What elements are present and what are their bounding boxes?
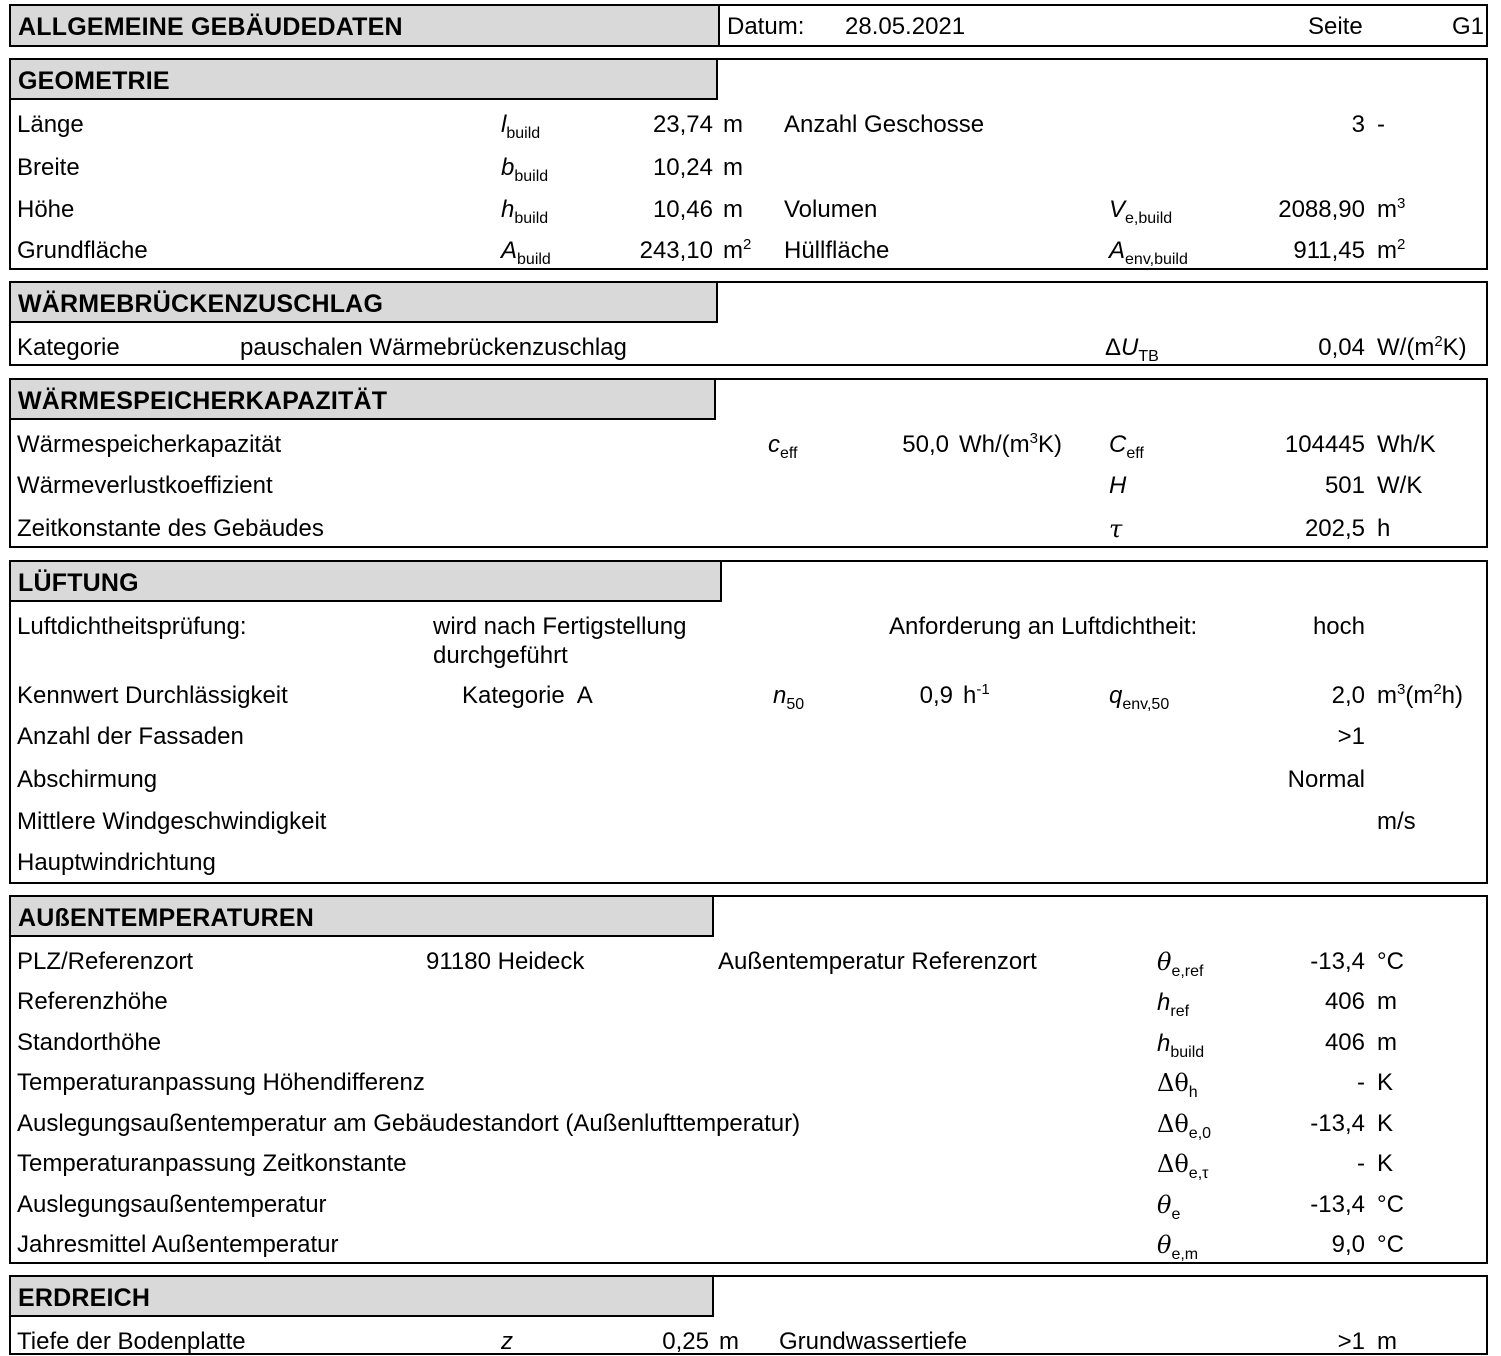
section-bar-speicher [11,380,716,420]
label-grundflaeche: Grundfläche [17,237,148,264]
label-anforderung-luftdichtheit: Anforderung an Luftdichtheit: [889,613,1198,640]
symbol-c-eff: $c_{eff}$ [768,431,798,462]
label-abschirmung: Abschirmung [17,766,158,793]
label-waermespeicherkapazitaet: Wärmespeicherkapazität [17,431,282,458]
unit-n50: $h^{-1}$ [963,681,990,709]
aussen-unit: °C [1377,948,1404,975]
value-grundflaeche: 243,10 [639,237,713,264]
aussen-symbol: $\Delta\theta_h$ [1157,1069,1198,1101]
section-title-erdreich: ERDREICH [18,1284,151,1312]
unit-grundwassertiefe: m [1377,1328,1397,1355]
label-waermeverlustkoeffizient: Wärmeverlustkoeffizient [17,472,273,499]
aussen-value: - [1357,1069,1365,1096]
aussen-unit: m [1377,988,1397,1015]
value-abschirmung: Normal [1287,766,1365,793]
section-speicher [9,378,1488,548]
value-kategorie-a: Kategorie A [462,682,593,709]
symbol-a-env-build: $A_{env,build}$ [1109,237,1188,268]
aussen-value: -13,4 [1310,1191,1365,1218]
label-fassaden: Anzahl der Fassaden [17,723,244,750]
unit-h: W/K [1377,472,1423,499]
aussen-label: Referenzhöhe [17,988,168,1015]
label-hoehe: Höhe [17,196,75,223]
seite-value: G1 [1452,13,1485,40]
symbol-a-build: $A_{build}$ [501,237,551,268]
unit-breite: m [723,154,743,181]
value-c-eff: 50,0 [902,431,949,458]
symbol-n50: $n_{50}$ [773,682,805,713]
label-zeitkonstante: Zeitkonstante des Gebäudes [17,515,324,542]
unit-delta-u-tb: $W/(m^2K)$ [1377,333,1467,361]
aussen-unit: K [1377,1150,1394,1177]
value-big-c-eff: 104445 [1284,431,1365,458]
section-title-lueftung: LÜFTUNG [18,569,139,597]
label-volumen: Volumen [784,196,878,223]
value-delta-u-tb: 0,04 [1318,334,1365,361]
value-pruefung-line2: durchgeführt [433,642,568,669]
header-title-bar [11,6,720,45]
label-geschosse: Anzahl Geschosse [784,111,985,138]
label-kennwert: Kennwert Durchlässigkeit [17,682,288,709]
value-geschosse: 3 [1351,111,1365,138]
section-geometrie [9,58,1488,270]
label-laenge: Länge [17,111,84,138]
label-luftdichtheitspruefung: Luftdichtheitsprüfung: [17,613,247,640]
unit-q-env50: $m^3(m^2h)$ [1377,681,1464,709]
unit-laenge: m [723,111,743,138]
symbol-q-env50: $q_{env,50}$ [1109,682,1170,713]
aussen-symbol: $h_{build}$ [1157,1030,1205,1061]
value-tiefe-bodenplatte: 0,25 [662,1328,709,1355]
section-erdreich [9,1275,1488,1355]
unit-volumen: $m^3$ [1377,195,1406,223]
section-aussentemperaturen [9,895,1488,1264]
label-grundwassertiefe: Grundwassertiefe [779,1328,968,1355]
aussen-symbol: $\theta_e$ [1157,1191,1181,1223]
unit-tau: h [1377,515,1391,542]
section-waermebruecken [9,281,1488,366]
page-title: ALLGEMEINE GEBÄUDEDATEN [18,13,403,41]
aussen-label: PLZ/Referenzort [17,948,194,975]
aussen-referenzort: 91180 Heideck [426,948,585,975]
symbol-l-build: $l_{build}$ [501,111,541,142]
aussen-label: Jahresmittel Außentemperatur [17,1231,339,1258]
value-h: 501 [1324,472,1365,499]
aussen-label: Temperaturanpassung Zeitkonstante [17,1150,407,1177]
value-anforderung-luftdichtheit: hoch [1312,613,1365,640]
aussen-label: Auslegungsaußentemperatur am Gebäudestandort (Außenlufttemperatur) [17,1110,801,1137]
label-hauptwindrichtung: Hauptwindrichtung [17,849,216,876]
symbol-delta-u-tb: $\Delta U_{TB}$ [1105,334,1159,365]
header-box [9,4,1488,47]
aussen-label: Auslegungsaußentemperatur [17,1191,327,1218]
unit-big-c-eff: Wh/K [1377,431,1436,458]
symbol-v-e-build: $V_{e,build}$ [1109,196,1173,227]
seite-label: Seite [1308,13,1363,40]
section-bar-geometrie [11,60,718,100]
value-huellflaeche: 911,45 [1293,237,1365,264]
aussen-label: Standorthöhe [17,1029,162,1056]
aussen-symbol: $\theta_{e,ref}$ [1157,948,1204,980]
value-grundwassertiefe: >1 [1337,1328,1365,1355]
unit-c-eff: $Wh/(m^3K)$ [959,430,1062,458]
aussen-value: - [1357,1150,1365,1177]
aussen-unit: m [1377,1029,1397,1056]
aussen-value: -13,4 [1310,948,1365,975]
label-tiefe-bodenplatte: Tiefe der Bodenplatte [17,1328,246,1355]
symbol-b-build: $b_{build}$ [501,154,549,185]
datum-value: 28.05.2021 [845,13,966,40]
aussen-symbol: $h_{ref}$ [1157,989,1190,1020]
aussen-referenzort-label: Außentemperatur Referenzort [718,948,1037,975]
symbol-h-build: $h_{build}$ [501,196,549,227]
value-hoehe: 10,46 [652,196,713,223]
symbol-h: H [1109,472,1127,499]
unit-tiefe-bodenplatte: m [719,1328,739,1355]
label-breite: Breite [17,154,80,181]
section-title-geometrie: GEOMETRIE [18,67,170,95]
aussen-value: 406 [1324,1029,1365,1056]
value-fassaden: >1 [1337,723,1365,750]
aussen-unit: °C [1377,1231,1404,1258]
label-windgeschwindigkeit: Mittlere Windgeschwindigkeit [17,808,327,835]
unit-grundflaeche: $m^2$ [723,236,752,264]
aussen-value: 9,0 [1331,1231,1365,1258]
unit-hoehe: m [723,196,743,223]
aussen-symbol: $\Delta\theta_{e,0}$ [1157,1110,1212,1142]
section-bar-lueftung [11,562,722,602]
aussen-value: -13,4 [1310,1110,1365,1137]
section-lueftung [9,560,1488,884]
unit-geschosse: - [1377,111,1385,138]
value-laenge: 23,74 [652,111,713,138]
section-bar-waermebruecken [11,283,718,323]
section-title-waermebruecken: WÄRMEBRÜCKENZUSCHLAG [18,290,384,318]
aussen-symbol: $\theta_{e,m}$ [1157,1231,1199,1263]
symbol-tau: τ [1109,515,1123,543]
label-kategorie: Kategorie [17,334,120,361]
symbol-big-c-eff: $C_{eff}$ [1109,431,1144,462]
aussen-value: 406 [1324,988,1365,1015]
value-n50: 0,9 [919,682,953,709]
value-breite: 10,24 [652,154,713,181]
unit-windgeschwindigkeit: m/s [1377,808,1416,835]
value-tau: 202,5 [1304,515,1365,542]
aussen-unit: °C [1377,1191,1404,1218]
section-bar-erdreich [11,1277,714,1317]
value-pruefung-line1: wird nach Fertigstellung [433,613,687,640]
aussen-unit: K [1377,1069,1394,1096]
value-kategorie-text: pauschalen Wärmebrückenzuschlag [240,334,627,361]
symbol-z: z [501,1328,513,1355]
value-q-env50: 2,0 [1331,682,1365,709]
datum-label: Datum: [727,13,805,40]
value-volumen: 2088,90 [1278,196,1365,223]
aussen-label: Temperaturanpassung Höhendifferenz [17,1069,425,1096]
unit-huellflaeche: $m^2$ [1377,236,1406,264]
aussen-symbol: $\Delta\theta_{e,\tau}$ [1157,1150,1209,1182]
label-huellflaeche: Hüllfläche [784,237,890,264]
section-bar-aussentemperaturen [11,897,714,937]
aussen-unit: K [1377,1110,1394,1137]
section-title-speicher: WÄRMESPEICHERKAPAZITÄT [18,387,388,415]
section-title-aussentemperaturen: AUßENTEMPERATUREN [18,904,314,932]
